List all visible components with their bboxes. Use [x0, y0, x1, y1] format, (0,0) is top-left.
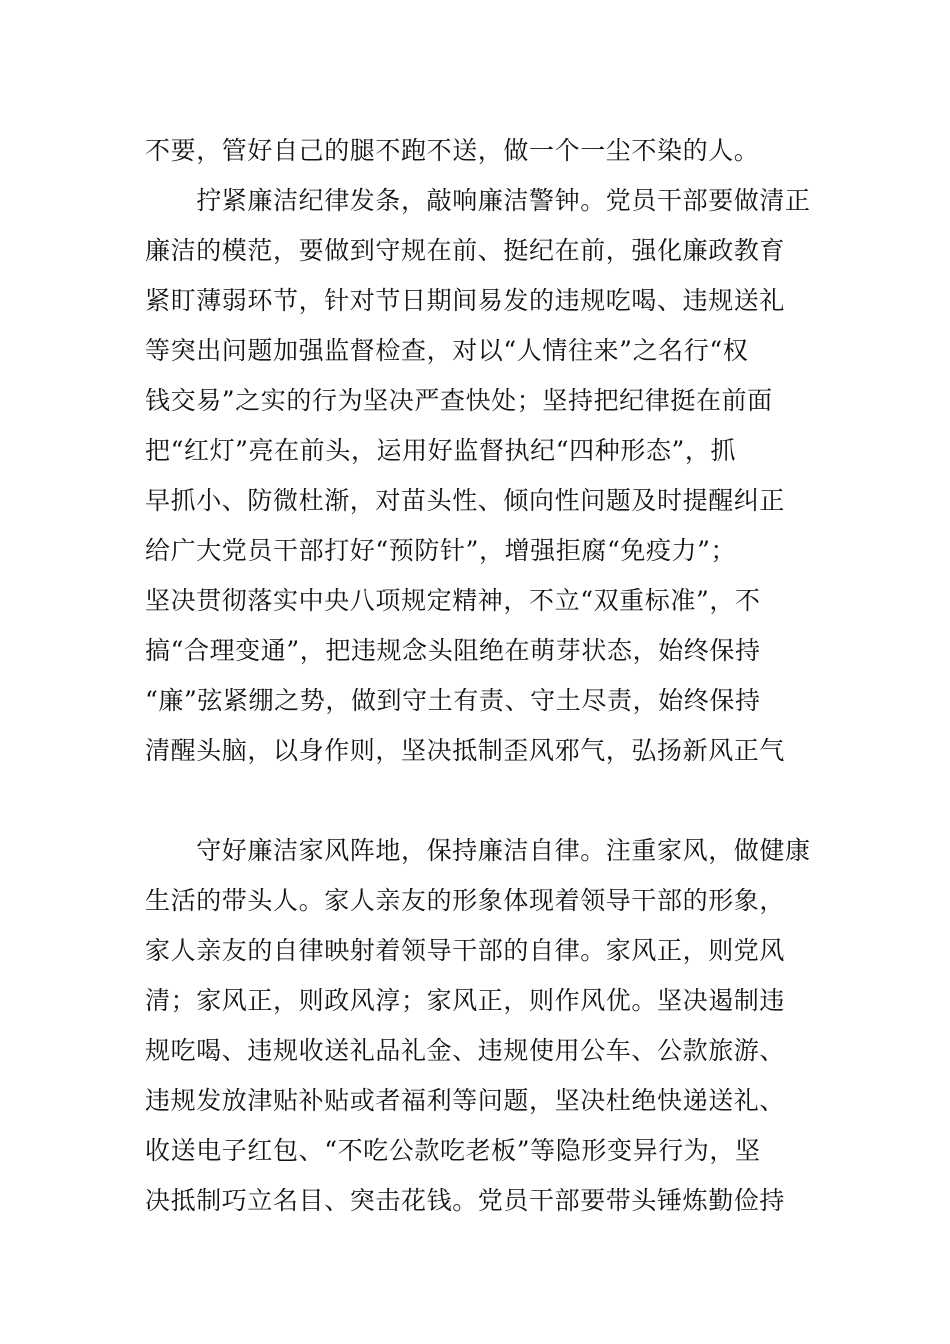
text-line: 坚决贯彻落实中央八项规定精神，不立“双重标准”，不 — [145, 586, 761, 615]
text-line: 清醒头脑，以身作则，坚决抵制歪风邪气，弘扬新风正气 — [145, 736, 786, 765]
text-line: 廉洁的模范，要做到守规在前、挺纪在前，强化廉政教育 — [145, 236, 786, 265]
paragraph-family-style — [145, 826, 815, 1226]
text-line: 早抓小、防微杜渐，对苗头性、倾向性问题及时提醒纠正 — [145, 486, 786, 515]
text-line: 拧紧廉洁纪律发条，敲响廉洁警钟。党员干部要做清正 — [145, 186, 811, 215]
text-line: 收送电子红包、“不吃公款吃老板”等隐形变异行为，坚 — [145, 1136, 761, 1165]
text-line: 生活的带头人。家人亲友的形象体现着领导干部的形象， — [145, 886, 786, 915]
text-line: 清；家风正，则政风淳；家风正，则作风优。坚决遏制违 — [145, 986, 786, 1015]
text-line: 给广大党员干部打好“预防针”，增强拒腐“免疫力”； — [145, 536, 737, 565]
text-line: 守好廉洁家风阵地，保持廉洁自律。注重家风，做健康 — [145, 836, 811, 865]
text-line: “廉”弦紧绷之势，做到守土有责、守土尽责，始终保持 — [145, 686, 761, 715]
paragraph-continuation — [145, 126, 815, 176]
text-line: 规吃喝、违规收送礼品礼金、违规使用公车、公款旅游、 — [145, 1036, 786, 1065]
paragraph-discipline — [145, 176, 815, 776]
text-line: 把“红灯”亮在前头，运用好监督执纪“四种形态”，抓 — [145, 436, 737, 465]
text-line: 违规发放津贴补贴或者福利等问题，坚决杜绝快递送礼、 — [145, 1086, 786, 1115]
text-line: 紧盯薄弱环节，针对节日期间易发的违规吃喝、违规送礼 — [145, 286, 786, 315]
text-line: 不要，管好自己的腿不跑不送，做一个一尘不染的人。 — [145, 136, 760, 165]
text-line: 等突出问题加强监督检查，对以“人情往来”之名行“权 — [145, 336, 749, 365]
text-line: 钱交易”之实的行为坚决严查快处；坚持把纪律挺在前面 — [145, 386, 773, 415]
text-line: 家人亲友的自律映射着领导干部的自律。家风正，则党风 — [145, 936, 786, 965]
text-line: 决抵制巧立名目、突击花钱。党员干部要带头锤炼勤俭持 — [145, 1186, 786, 1215]
text-line: 搞“合理变通”，把违规念头阻绝在萌芽状态，始终保持 — [145, 636, 761, 665]
